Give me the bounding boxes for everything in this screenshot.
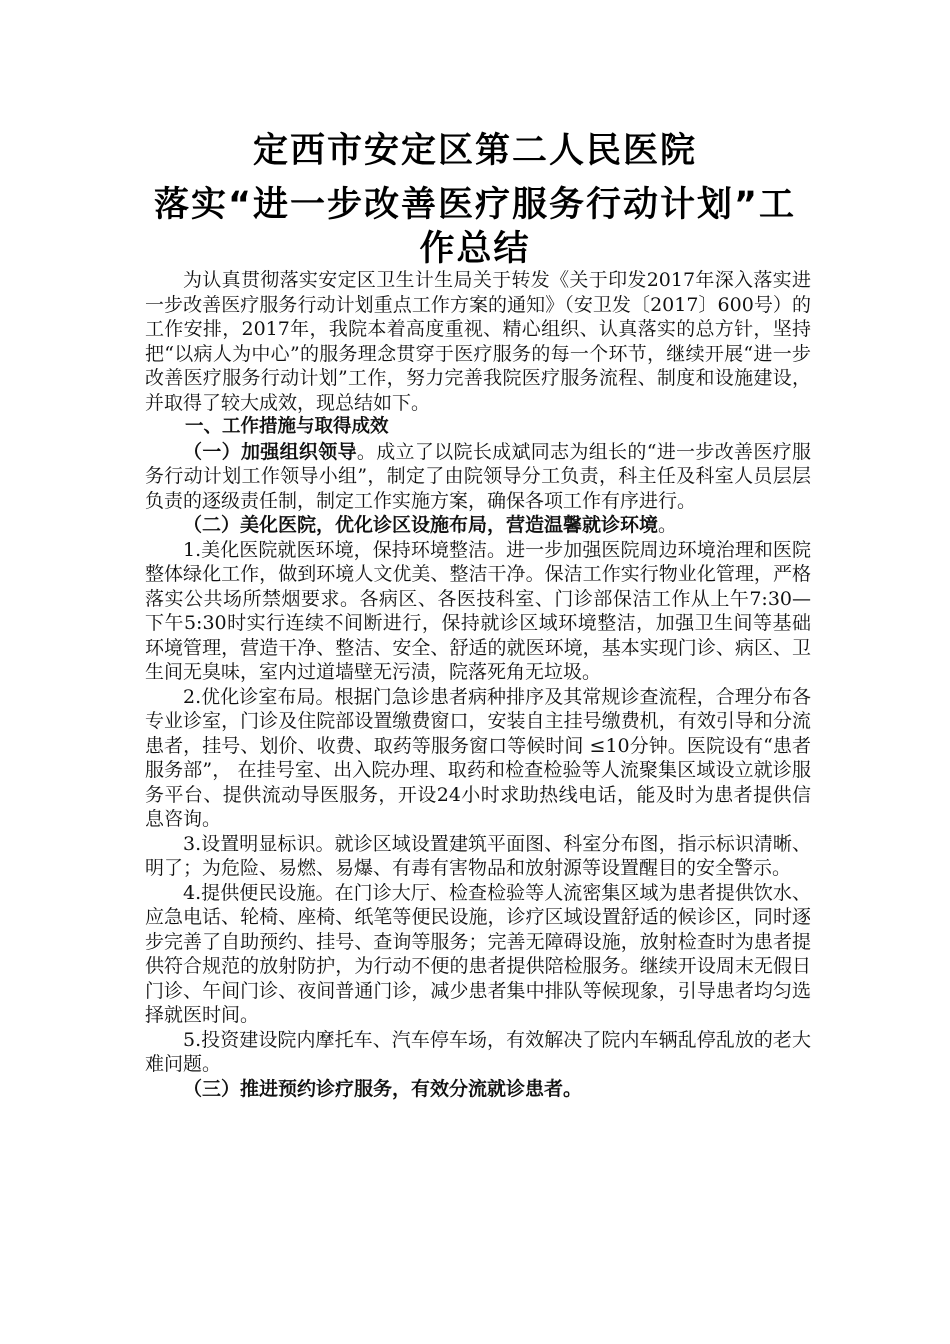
list-item-3: 3.设置明显标识。就诊区域设置建筑平面图、科室分布图，指示标识清晰、明了；为危险、易燃、易爆、有毒有害物品和放射源等设置醒目的安全警示。 — [145, 832, 811, 879]
document-title-line-3: 作总结 — [419, 229, 531, 269]
sub-section-1-paragraph — [145, 440, 811, 514]
list-item-4: 4.提供便民设施。在门诊大厅、检查检验等人流密集区域为患者提供饮水、应急电话、轮椅、座椅、纸笔等便民设施，诊疗区域设置舒适的候诊区，同时逐步完善了自助预约、挂号、查询等服务；完善无障碍设施，放射检查时为患者提供符合规范的放射防护，为行动不便的患者提供陪检服务。继续开设周末无假日门诊、午间门诊、夜间普通门诊，减少患者集中排队等候现象，引导患者均匀选择就医时间。 — [145, 881, 811, 1026]
list-item-1: 1.美化医院就医环境，保持环境整洁。进一步加强医院周边环境治理和医院整体绿化工作，做到环境人文优美、整洁干净。保洁工作实行物业化管理，严格落实公共场所禁烟要求。各病区、各医技科室、门诊部保洁工作从上午7:30—下午5:30时实行连续不间断进行，保持就诊区域环境整洁，加强卫生间等基础环境管理，营造干净、整洁、安全、舒适的就医环境，基本实现门诊、病区、卫生间无臭味，室内过道墙壁无污渍，院落死角无垃圾。 — [145, 538, 811, 683]
list-item-5: 5.投资建设院内摩托车、汽车停车场，有效解决了院内车辆乱停乱放的老大难问题。 — [145, 1028, 811, 1075]
sub-section-2-heading-line — [145, 513, 811, 538]
section-heading-1: 一、工作措施与取得成效 — [185, 416, 389, 437]
sub-section-2-heading: （二）美化医院，优化诊区设施布局，营造温馨就诊环境 — [183, 514, 659, 536]
sub-section-3-heading: （三）推进预约诊疗服务，有效分流就诊患者。 — [183, 1077, 583, 1100]
document-title-line-2: 落实“进一步改善医疗服务行动计划”工 — [153, 185, 796, 225]
intro-paragraph: 为认真贯彻落实安定区卫生计生局关于转发《关于印发2017年深入落实进一步改善医疗服务行动计划重点工作方案的通知》（安卫发〔2017〕600号）的工作安排，2017年，我院本着高度重视、精心组织、认真落实的总方针，坚持把“以病人为中心”的服务理念贯穿于医疗服务的每一个环节，继续开展“进一步改善医疗服务行动计划”工作，努力完善我院医疗服务流程、制度和设施建设，并取得了较大成效，现总结如下。 — [145, 269, 811, 414]
sub-section-2-tail: 。 — [658, 514, 678, 536]
document-title-line-1: 定西市安定区第二人民医院 — [252, 131, 697, 171]
sub-section-1-label: （一）加强组织领导 — [183, 440, 357, 463]
document-body — [145, 268, 811, 1101]
list-item-2: 2.优化诊室布局。根据门急诊患者病种排序及其常规诊查流程，合理分布各专业诊室，门诊及住院部设置缴费窗口，安装自主挂号缴费机，有效引导和分流患者，挂号、划价、收费、取药等服务窗口等候时间 ≤10分钟。医院设有“患者服务部”， 在挂号室、出入院办理、取药和检查检验等人流聚集区域设立就诊服务平台、提供流动导医服务，开设24小时求助热线电话，能及时为患者提供信息咨询。 — [145, 685, 811, 830]
sub-section-1-text: 。成立了以院长成斌同志为组长的“进一步改善医疗服务行动计划工作领导小组”，制定了由院领导分工负责，科主任及科室人员层层负责的逐级责任制，制定工作实施方案，确保各项工作有序进行。 — [145, 440, 811, 512]
